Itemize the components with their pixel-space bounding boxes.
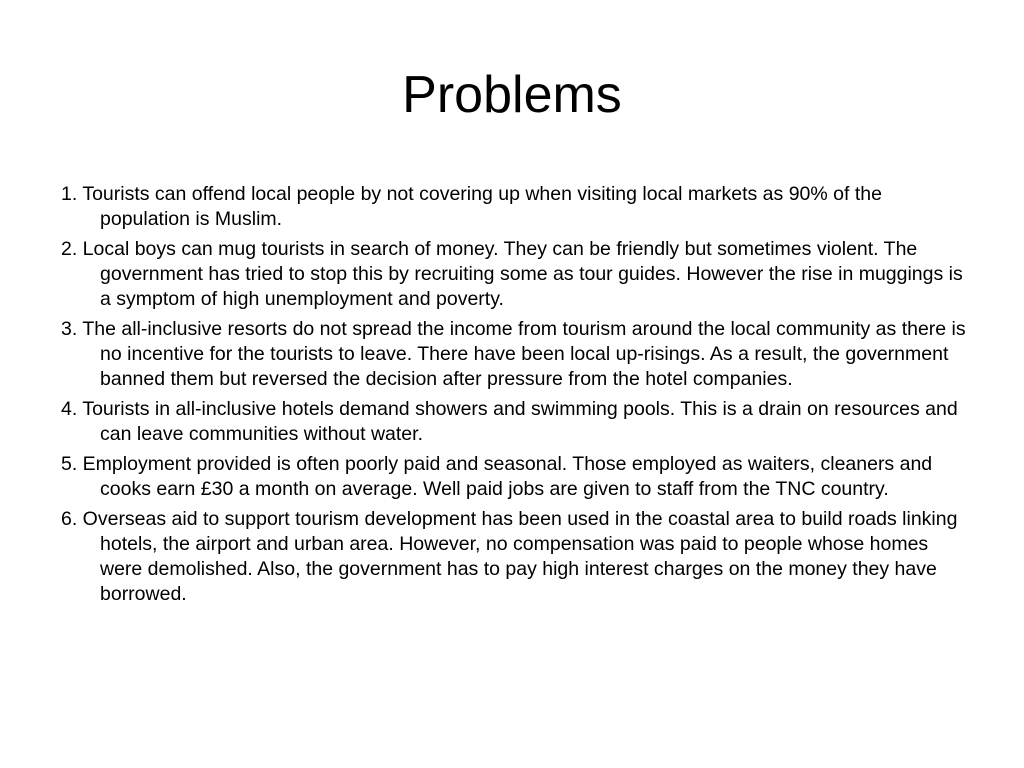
list-item: 4. Tourists in all-inclusive hotels demand showers and swimming pools. This is a drain on resources and can leave communities without water. <box>61 398 958 445</box>
list-item: 2. Local boys can mug tourists in search of money. They can be friendly but sometimes violent. The government has tried to stop this by recruiting some as tour guides. However the rise in muggings is a symptom of high unemployment and poverty. <box>61 238 963 310</box>
list-item: 6. Overseas aid to support tourism development has been used in the coastal area to build roads linking hotels, the airport and urban area. However, no compensation was paid to people whose homes were demolished. Also, the government has to pay high interest charges on the money they have borrowed. <box>61 508 958 605</box>
list-item: 5. Employment provided is often poorly paid and seasonal. Those employed as waiters, cleaners and cooks earn £30 a month on average. Well paid jobs are given to staff from the TNC country. <box>61 453 933 500</box>
slide-title: Problems <box>402 66 622 124</box>
list-item: 3. The all-inclusive resorts do not spread the income from tourism around the local community as there is no incentive for the tourists to leave. There have been local up-risings. As a result, the government banned them but reversed the decision after pressure from the hotel companies. <box>61 318 966 390</box>
problems-list <box>61 182 966 612</box>
list-item: 1. Tourists can offend local people by not covering up when visiting local markets as 90% of the population is Muslim. <box>61 183 882 230</box>
